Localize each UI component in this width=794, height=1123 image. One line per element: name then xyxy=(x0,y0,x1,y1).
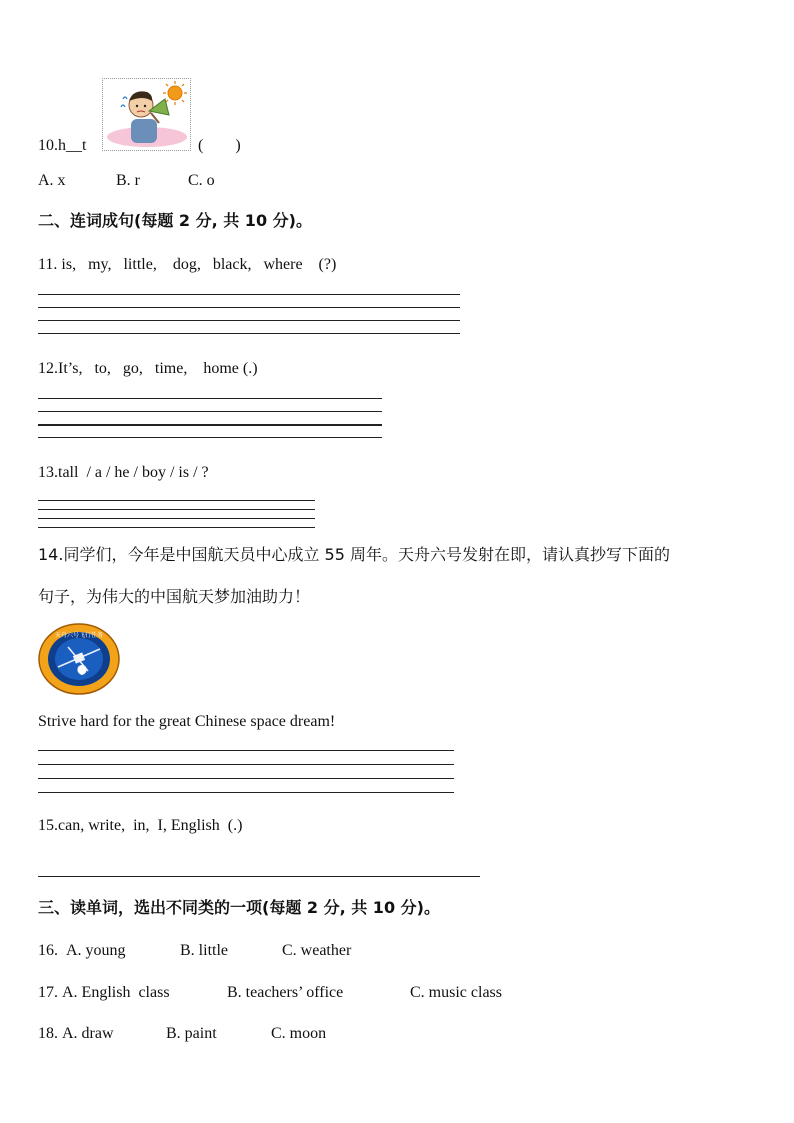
q16-option-a: A. young xyxy=(66,942,126,959)
q13-writing-line[interactable] xyxy=(38,518,315,519)
q17-option-b: B. teachers’ office xyxy=(227,984,344,1001)
q10-option-b: B. r xyxy=(116,172,140,189)
q12-writing-line[interactable] xyxy=(38,437,382,438)
q14-sentence: Strive hard for the great Chinese space dream! xyxy=(38,713,336,730)
q10-stem: 10.h__t xyxy=(38,137,87,154)
q12-writing-line[interactable] xyxy=(38,424,382,426)
q11-writing-line[interactable] xyxy=(38,307,460,308)
q17-option-a: A. English class xyxy=(62,984,170,1001)
q13-writing-line[interactable] xyxy=(38,509,315,510)
tianzhou-6-mission-badge xyxy=(38,623,120,695)
q18-option-c: C. moon xyxy=(271,1025,327,1042)
q14-writing-line[interactable] xyxy=(38,764,454,765)
q10-answer-paren[interactable]: ( ) xyxy=(198,137,241,154)
q12-writing-line[interactable] xyxy=(38,411,382,412)
q11-writing-line[interactable] xyxy=(38,294,460,295)
q12-writing-line[interactable] xyxy=(38,398,382,399)
q11-writing-line[interactable] xyxy=(38,333,460,334)
section2-heading: 二、连词成句(每题 2 分, 共 10 分)。 xyxy=(38,211,312,230)
q14-instruction-line2: 句子，为伟大的中国航天梦加油助力！ xyxy=(38,587,311,606)
q15-text: 15.can, write, in, I, English (.) xyxy=(38,817,243,834)
q11-text: 11. is, my, little, dog, black, where (?) xyxy=(38,256,337,273)
q15-answer-line[interactable] xyxy=(38,876,480,877)
q18-option-a: A. draw xyxy=(62,1025,114,1042)
q13-writing-line[interactable] xyxy=(38,500,315,501)
q11-writing-line[interactable] xyxy=(38,320,460,321)
q17-number: 17. xyxy=(38,984,58,1001)
q16-number: 16. xyxy=(38,942,58,959)
q16-option-b: B. little xyxy=(180,942,228,959)
section3-heading: 三、读单词，选出不同类的一项(每题 2 分, 共 10 分)。 xyxy=(38,898,440,917)
q16-option-c: C. weather xyxy=(282,942,352,959)
q18-number: 18. xyxy=(38,1025,58,1042)
q18-option-b: B. paint xyxy=(166,1025,217,1042)
q10-picture-hot-boy-fanning xyxy=(102,78,191,151)
q10-option-a: A. x xyxy=(38,172,66,189)
q13-text: 13.tall / a / he / boy / is / ? xyxy=(38,464,209,481)
q14-writing-line[interactable] xyxy=(38,750,454,751)
q13-writing-line[interactable] xyxy=(38,527,315,528)
q12-text: 12.It’s, to, go, time, home (.) xyxy=(38,360,258,377)
q17-option-c: C. music class xyxy=(410,984,502,1001)
q14-writing-line[interactable] xyxy=(38,792,454,793)
q14-instruction-line1: 14.同学们，今年是中国航天员中心成立 55 周年。天舟六号发射在即，请认真抄写下面的 xyxy=(38,545,670,564)
q14-writing-line[interactable] xyxy=(38,778,454,779)
badge-mission-text: 天舟六号飞行任务 xyxy=(54,632,104,639)
q10-option-c: C. o xyxy=(188,172,215,189)
